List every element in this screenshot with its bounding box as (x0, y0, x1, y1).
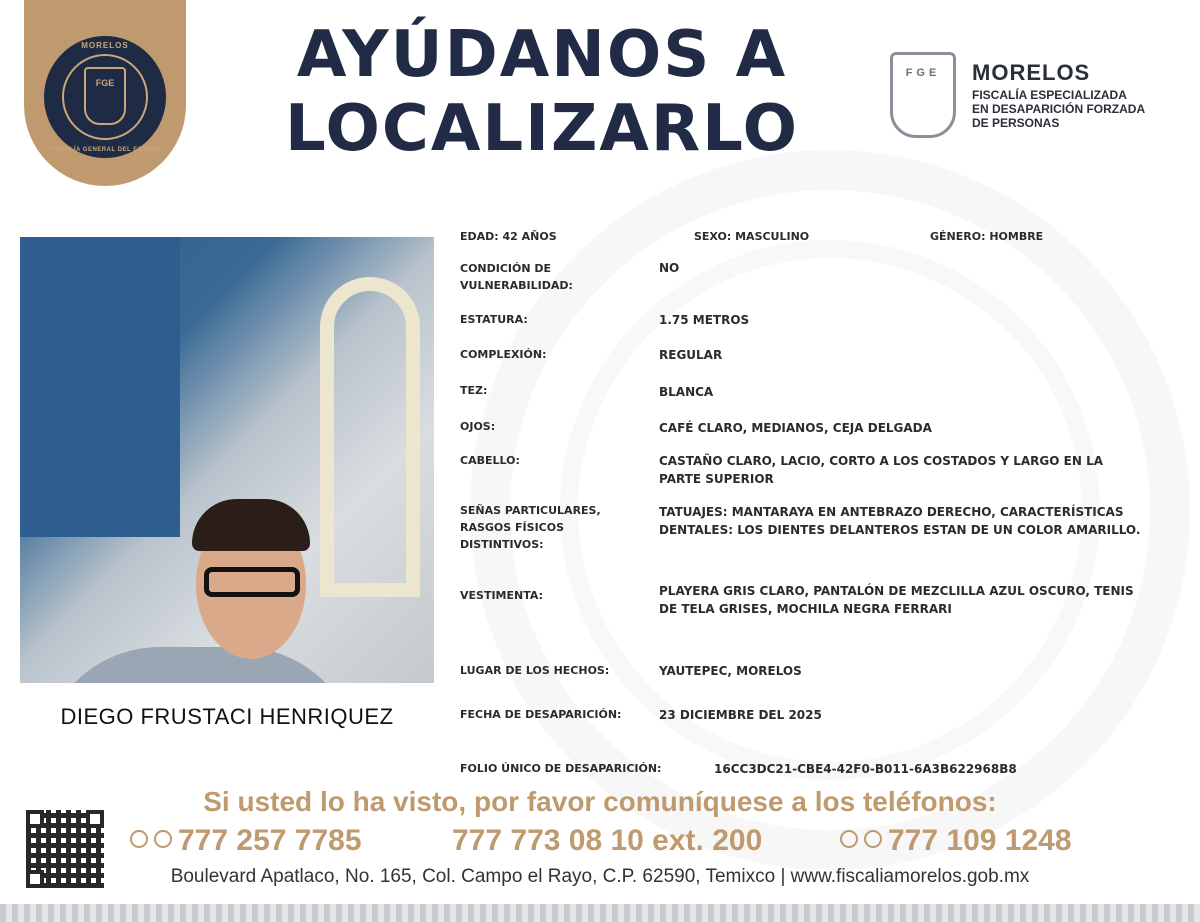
headline-line-2: LOCALIZARLO (284, 92, 800, 166)
whatsapp-icon (864, 830, 882, 848)
folio-value: 16CC3DC21-CBE4-42F0-B011-6A3B622968B8 (714, 762, 1017, 776)
height-value: 1.75 METROS (659, 313, 750, 327)
phone-1[interactable] (130, 824, 362, 858)
eyes-value: CAFÉ CLARO, MEDIANOS, CEJA DELGADA (659, 421, 932, 435)
hair-value-line-1: CASTAÑO CLARO, LACIO, CORTO A LOS COSTADOS Y LARGO EN LA (659, 454, 1104, 468)
age-field: EDAD: 42 AÑOS (460, 230, 557, 243)
build-label: COMPLEXIÓN: (460, 348, 547, 361)
phone-2-number: 777 773 08 10 ext. 200 (452, 824, 763, 857)
eyes-label: OJOS: (460, 420, 496, 433)
headline (212, 18, 872, 166)
height-label: ESTATURA: (460, 313, 528, 326)
hair-label: CABELLO: (460, 454, 520, 467)
photo-wall (20, 237, 180, 537)
complexion-label: TEZ: (460, 384, 488, 397)
missing-person-photo (20, 237, 434, 683)
phone-icon (840, 830, 858, 848)
marks-label-line-2: RASGOS FÍSICOS (460, 521, 565, 534)
vulnerability-label-line-1: CONDICIÓN DE (460, 262, 552, 275)
photo-hair (192, 499, 310, 551)
call-to-action: Si usted lo ha visto, por favor comuníquese a los teléfonos: (203, 786, 997, 817)
phone-icon (130, 830, 148, 848)
marks-value-line-2: DENTALES: LOS DIENTES DELANTEROS ESTAN DE UN COLOR AMARILLO. (659, 523, 1141, 537)
date-value: 23 DICIEMBRE DEL 2025 (659, 708, 822, 722)
marks-label (460, 502, 601, 553)
photo-mirror (320, 277, 420, 597)
bottom-decorative-strip (0, 904, 1200, 922)
morelos-title: MORELOS (972, 60, 1091, 85)
marks-value-line-1: TATUAJES: MANTARAYA EN ANTEBRAZO DERECHO, CARACTERÍSTICAS (659, 505, 1124, 519)
location-label: LUGAR DE LOS HECHOS: (460, 664, 610, 677)
seal-text-bottom: FISCALÍA GENERAL DEL ESTADO (49, 147, 161, 153)
photo-glasses (204, 567, 300, 597)
headline-line-1: AYÚDANOS A (296, 18, 788, 92)
seal-letters: FGE (95, 78, 115, 88)
gender-field: GÉNERO: HOMBRE (930, 230, 1044, 243)
sex-field: SEXO: MASCULINO (694, 230, 810, 243)
vulnerability-value: NO (659, 261, 680, 275)
hair-value (659, 452, 1147, 488)
morelos-logo-icon (890, 52, 956, 138)
clothing-value-line-2: DE TELA GRISES, MOCHILA NEGRA FERRARI (659, 602, 952, 616)
morelos-sub-line-1: FISCALÍA ESPECIALIZADA (972, 88, 1127, 102)
fge-logo-tab (24, 0, 186, 186)
morelos-sub-line-2: EN DESAPARICIÓN FORZADA (972, 102, 1146, 116)
vulnerability-label-line-2: VULNERABILIDAD: (460, 279, 573, 292)
hair-value-line-2: PARTE SUPERIOR (659, 472, 774, 486)
morelos-subtitle (972, 88, 1192, 130)
marks-value (659, 503, 1159, 539)
complexion-value: BLANCA (659, 385, 714, 399)
fge-seal-icon (44, 36, 166, 158)
location-value: YAUTEPEC, MORELOS (659, 664, 802, 678)
qr-corner-top-left (26, 810, 44, 828)
photo-shirt (40, 647, 360, 683)
build-value: REGULAR (659, 348, 723, 362)
clothing-value (659, 582, 1159, 618)
phone-1-number: 777 257 7785 (178, 824, 362, 857)
qr-corner-top-right (86, 810, 104, 828)
seal-text-top: MORELOS (81, 41, 129, 50)
address-line: Boulevard Apatlaco, No. 165, Col. Campo el Rayo, C.P. 62590, Temixco | www.fiscaliamorelos.gob.mx (170, 866, 1030, 887)
date-label: FECHA DE DESAPARICIÓN: (460, 708, 622, 721)
marks-label-line-3: DISTINTIVOS: (460, 538, 544, 551)
folio-label: FOLIO ÚNICO DE DESAPARICIÓN: (460, 762, 662, 775)
phone-2[interactable] (452, 824, 762, 858)
morelos-logo-letters: FGE (905, 67, 941, 79)
vulnerability-label (460, 260, 573, 294)
phone-3-number: 777 109 1248 (888, 824, 1072, 857)
morelos-sub-line-3: DE PERSONAS (972, 116, 1060, 130)
clothing-label: VESTIMENTA: (460, 589, 543, 602)
seal-shield (84, 67, 126, 125)
person-name: DIEGO FRUSTACI HENRIQUEZ (60, 704, 394, 729)
clothing-value-line-1: PLAYERA GRIS CLARO, PANTALÓN DE MEZCLILLA AZUL OSCURO, TENIS (659, 584, 1134, 598)
phone-3[interactable] (840, 824, 1072, 858)
marks-label-line-1: SEÑAS PARTICULARES, (460, 504, 601, 517)
whatsapp-icon (154, 830, 172, 848)
